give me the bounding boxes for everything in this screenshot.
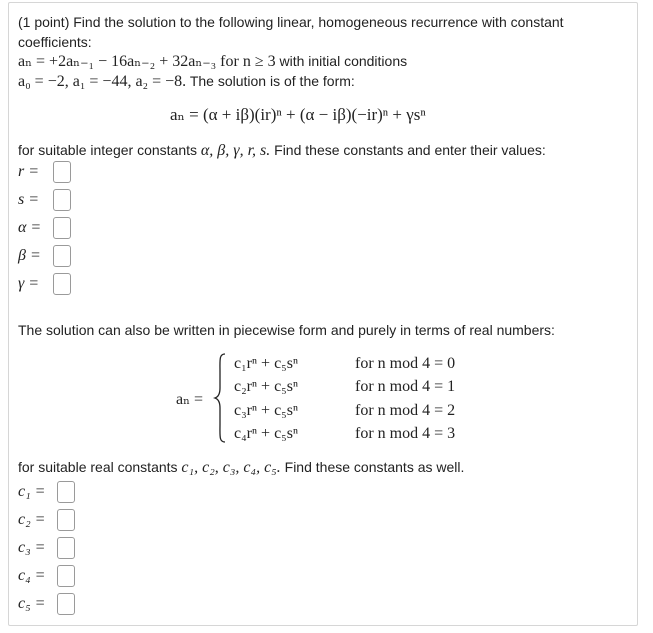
alpha-input[interactable]: [53, 217, 71, 239]
c2-label: c₂ =: [18, 511, 46, 528]
integer-constants-post: Find these constants and enter their values:: [274, 142, 546, 158]
case-3-expr: c₃rⁿ + c₅sⁿ: [234, 402, 299, 419]
case-2-expr: c₂rⁿ + c₅sⁿ: [234, 378, 299, 395]
case-1-cond: for n mod 4 = 0: [355, 355, 456, 372]
c5-input[interactable]: [57, 593, 75, 615]
c5-label: c₅ =: [18, 595, 46, 612]
gamma-input[interactable]: [53, 273, 71, 295]
integer-constants-vars: α, β, γ, r, s.: [200, 142, 271, 159]
problem-intro-line2: coefficients:: [18, 34, 92, 50]
initial-line: [18, 72, 355, 91]
initial-conditions: a₀ = −2, a₁ = −44, a₂ = −8.: [18, 73, 187, 90]
piecewise-lhs: aₙ =: [176, 391, 204, 408]
real-constants-vars: c₁, c₂, c₃, c₄, c₅.: [181, 459, 281, 476]
case-3-cond: for n mod 4 = 2: [355, 402, 456, 419]
c4-label: c₄ =: [18, 567, 46, 584]
case-2-cond: for n mod 4 = 1: [355, 378, 456, 395]
with-initial-text: with initial conditions: [279, 53, 408, 69]
case-4-expr: c₄rⁿ + c₅sⁿ: [234, 425, 299, 442]
c4-input[interactable]: [57, 565, 75, 587]
real-constants-pre: for suitable real constants: [18, 459, 178, 475]
s-input[interactable]: [53, 189, 71, 211]
gamma-label: γ =: [18, 275, 40, 292]
c1-label: c₁ =: [18, 483, 46, 500]
piecewise-intro: The solution can also be written in piecewise form and purely in terms of real numbers:: [18, 322, 555, 338]
beta-input[interactable]: [53, 245, 71, 267]
c3-label: c₃ =: [18, 539, 46, 556]
r-input[interactable]: [53, 161, 71, 183]
s-label: s =: [18, 191, 40, 208]
case-4-cond: for n mod 4 = 3: [355, 425, 456, 442]
beta-label: β =: [18, 247, 41, 264]
piecewise-brace: [213, 352, 227, 444]
form-intro-text: The solution is of the form:: [189, 73, 355, 89]
alpha-label: α =: [18, 219, 42, 236]
r-label: r =: [18, 163, 40, 180]
real-constants-post: Find these constants as well.: [284, 459, 465, 475]
c3-input[interactable]: [57, 537, 75, 559]
case-1-expr: c₁rⁿ + c₅sⁿ: [234, 355, 299, 372]
recurrence-line: [18, 52, 407, 71]
solution-form: aₙ = (α + iβ)(ir)ⁿ + (α − iβ)(−ir)ⁿ + γsⁿ: [170, 105, 426, 124]
recurrence-equation: aₙ = +2aₙ₋₁ − 16aₙ₋₂ + 32aₙ₋₃: [18, 53, 217, 70]
c1-input[interactable]: [57, 481, 75, 503]
integer-constants-pre: for suitable integer constants: [18, 142, 197, 158]
integer-constants-instruction: [18, 141, 546, 160]
c2-input[interactable]: [57, 509, 75, 531]
recurrence-condition: for n ≥ 3: [220, 53, 276, 70]
problem-panel: [8, 2, 638, 626]
problem-intro: (1 point) Find the solution to the following linear, homogeneous recurrence with constant: [18, 14, 564, 30]
real-constants-instruction: [18, 458, 464, 477]
